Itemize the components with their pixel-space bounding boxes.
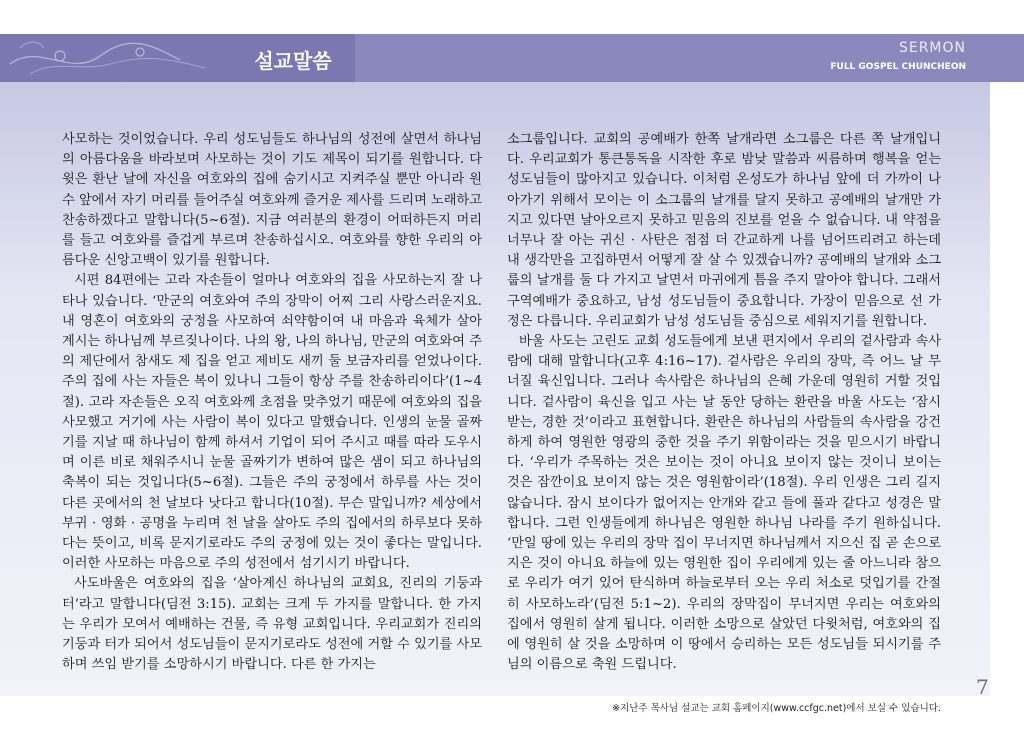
floral-ornament-icon xyxy=(0,34,230,82)
paragraph: 바울 사도는 고린도 교회 성도들에게 보낸 편지에서 우리의 겉사람과 속사람에 대해 말합니다(고후 4:16~17). 겉사람은 우리의 장막, 즉 어느 날 무너질 육신입니다. 그러나 속사람은 하나님의 은혜 가운데 영원히 거할 것입니다. 겉사람이 육신을 입고 사는 날 동안 당하는 환란을 바울 사도는 ‘잠시 받는, 경한 것’이라고 표현합니다. 환란은 하나님의 사람들의 속사람을 강건하게 하여 영원한 영광의 중한 것을 주기 위함이라는 것을 믿으시기 바랍니다. ‘우리가 주목하는 것은 보이는 것이 아니요 보이지 않는 것이니 보이는 것은 잠깐이요 보이지 않는 것은 영원함이라’(18절). 우리 인생은 그리 길지 않습니다. 잠시 보이다가 없어지는 안개와 같고 들에 풀과 같다고 성경은 말합니다. 그런 인생들에게 하나님은 영원한 하나님 나라를 주기 원하십니다. ‘만일 땅에 있는 우리의 장막 집이 무너지면 하나님께서 지으신 집 곧 손으로 지은 것이 아니요 하늘에 있는 영원한 집이 우리에게 있는 줄 아느니라 참으로 우리가 여기 있어 탄식하며 하늘로부터 오는 우리 처소로 덧입기를 간절히 사모하노라’(딤전 5:1~2). 우리의 장막집이 무너지면 우리는 여호와의 집에서 영원히 살게 됩니다. 이러한 소망으로 살았던 다윗처럼, 여호와의 집에 영원히 살 것을 소망하며 이 땅에서 승리하는 모든 성도님들 되시기를 주님의 이름으로 축원 드립니다. xyxy=(507,334,941,673)
right-column xyxy=(507,130,941,675)
footer-note: ※지난주 목사님 설교는 교회 홈페이지(www.ccfgc.net)에서 보실 수 있습니다. xyxy=(612,703,941,714)
paragraph: 사도바울은 여호와의 집을 ‘살아계신 하나님의 교회요, 진리의 기둥과 터’라고 말합니다(딤전 3:15). 교회는 크게 두 가지를 말합니다. 한 가지는 우리가 모여서 예배하는 건물, 즉 유형 교회입니다. 우리교회가 진리의 기둥과 터가 되어서 성도님들이 문지기로라도 성전에 거할 수 있기를 사모하며 쓰임 받기를 소망하시기 바랍니다. 다른 한 가지는 xyxy=(62,576,482,673)
left-column xyxy=(62,130,482,675)
church-name: FULL GOSPEL CHUNCHEON xyxy=(830,62,966,72)
paragraph: 시편 84편에는 고라 자손들이 얼마나 여호와의 집을 사모하는지 잘 나타나 있습니다. ‘만군의 여호와여 주의 장막이 어찌 그리 사랑스러운지요. 내 영혼이 여호와의 궁정을 사모하여 쇠약함이여 내 마음과 육체가 살아 계시는 하나님께 부르짖나이다. 나의 왕, 나의 하나님, 만군의 여호와여 주의 제단에서 참새도 제 집을 얻고 제비도 새끼 둘 보금자리를 얻었나이다. 주의 집에 사는 자들은 복이 있나니 그들이 항상 주를 찬송하리이다’(1~4절). 고라 자손들은 오직 여호와께 초점을 맞추었기 때문에 여호와의 집을 사모했고 거기에 사는 사람이 복이 있다고 말했습니다. 인생의 눈물 골짜기를 지날 때 하나님이 함께 하셔서 기업이 되어 주시고 때를 따라 도우시며 이른 비로 채워주시니 눈물 골짜기가 변하여 많은 샘이 되고 하나님의 축복이 되는 것입니다(5~6절). 그들은 주의 궁정에서 하루를 사는 것이 다른 곳에서의 천 날보다 낫다고 합니다(10절). 무슨 말입니까? 세상에서 부귀 · 영화 · 공명을 누리며 천 날을 살아도 주의 집에서의 하루보다 못하다는 뜻이고, 비록 문지기로라도 주의 궁정에 있는 것이 좋다는 말입니다. 이러한 사모하는 마음으로 주의 성전에서 섬기시기 바랍니다. xyxy=(62,273,482,572)
paragraph: 소그룹입니다. 교회의 공예배가 한쪽 날개라면 소그룹은 다른 쪽 날개입니다. 우리교회가 통큰통독을 시작한 후로 밤낮 말씀과 씨름하며 행복을 얻는 성도님들이 많아지고 있습니다. 이처럼 온성도가 하나님 앞에 더 가까이 나아가기 위해서 모이는 이 소그룹의 날개를 달지 못하고 공예배의 날개만 가지고 있다면 날아오르지 못하고 믿음의 진보를 얻을 수 없습니다. 내 약점을 너무나 잘 아는 귀신 · 사탄은 점점 더 간교하게 나를 넘어뜨리려고 하는데 내 생각만을 고집하면서 어떻게 잘 살 수 있겠습니까? 공예배의 날개와 소그룹의 날개를 둘 다 가지고 날면서 마귀에게 틈을 주지 말아야 합니다. 그래서 구역예배가 중요하고, 남성 성도님들이 중요합니다. 가장이 믿음으로 선 가정은 다릅니다. 우리교회가 남성 성도님들 중심으로 세워지기를 원합니다. xyxy=(507,132,941,329)
page-title: 설교말씀 xyxy=(254,48,332,73)
paragraph: 사모하는 것이었습니다. 우리 성도님들도 하나님의 성전에 살면서 하나님의 아름다움을 바라보며 사모하는 것이 기도 제목이 되기를 원합니다. 다윗은 환난 날에 자신을 여호와의 집에 숨기시고 지켜주실 뿐만 아니라 원수 앞에서 자기 머리를 들어주실 여호와께 즐거운 제사를 드리며 노래하고 찬송하겠다고 말합니다(5~6절). 지금 여러분의 환경이 어떠하든지 머리를 들고 여호와를 즐겁게 부르며 찬송하십시오. 여호와를 향한 우리의 아름다운 신앙고백이 있기를 원합니다. xyxy=(62,132,482,269)
page-number: 7 xyxy=(976,675,989,699)
section-label: SERMON xyxy=(898,40,966,56)
